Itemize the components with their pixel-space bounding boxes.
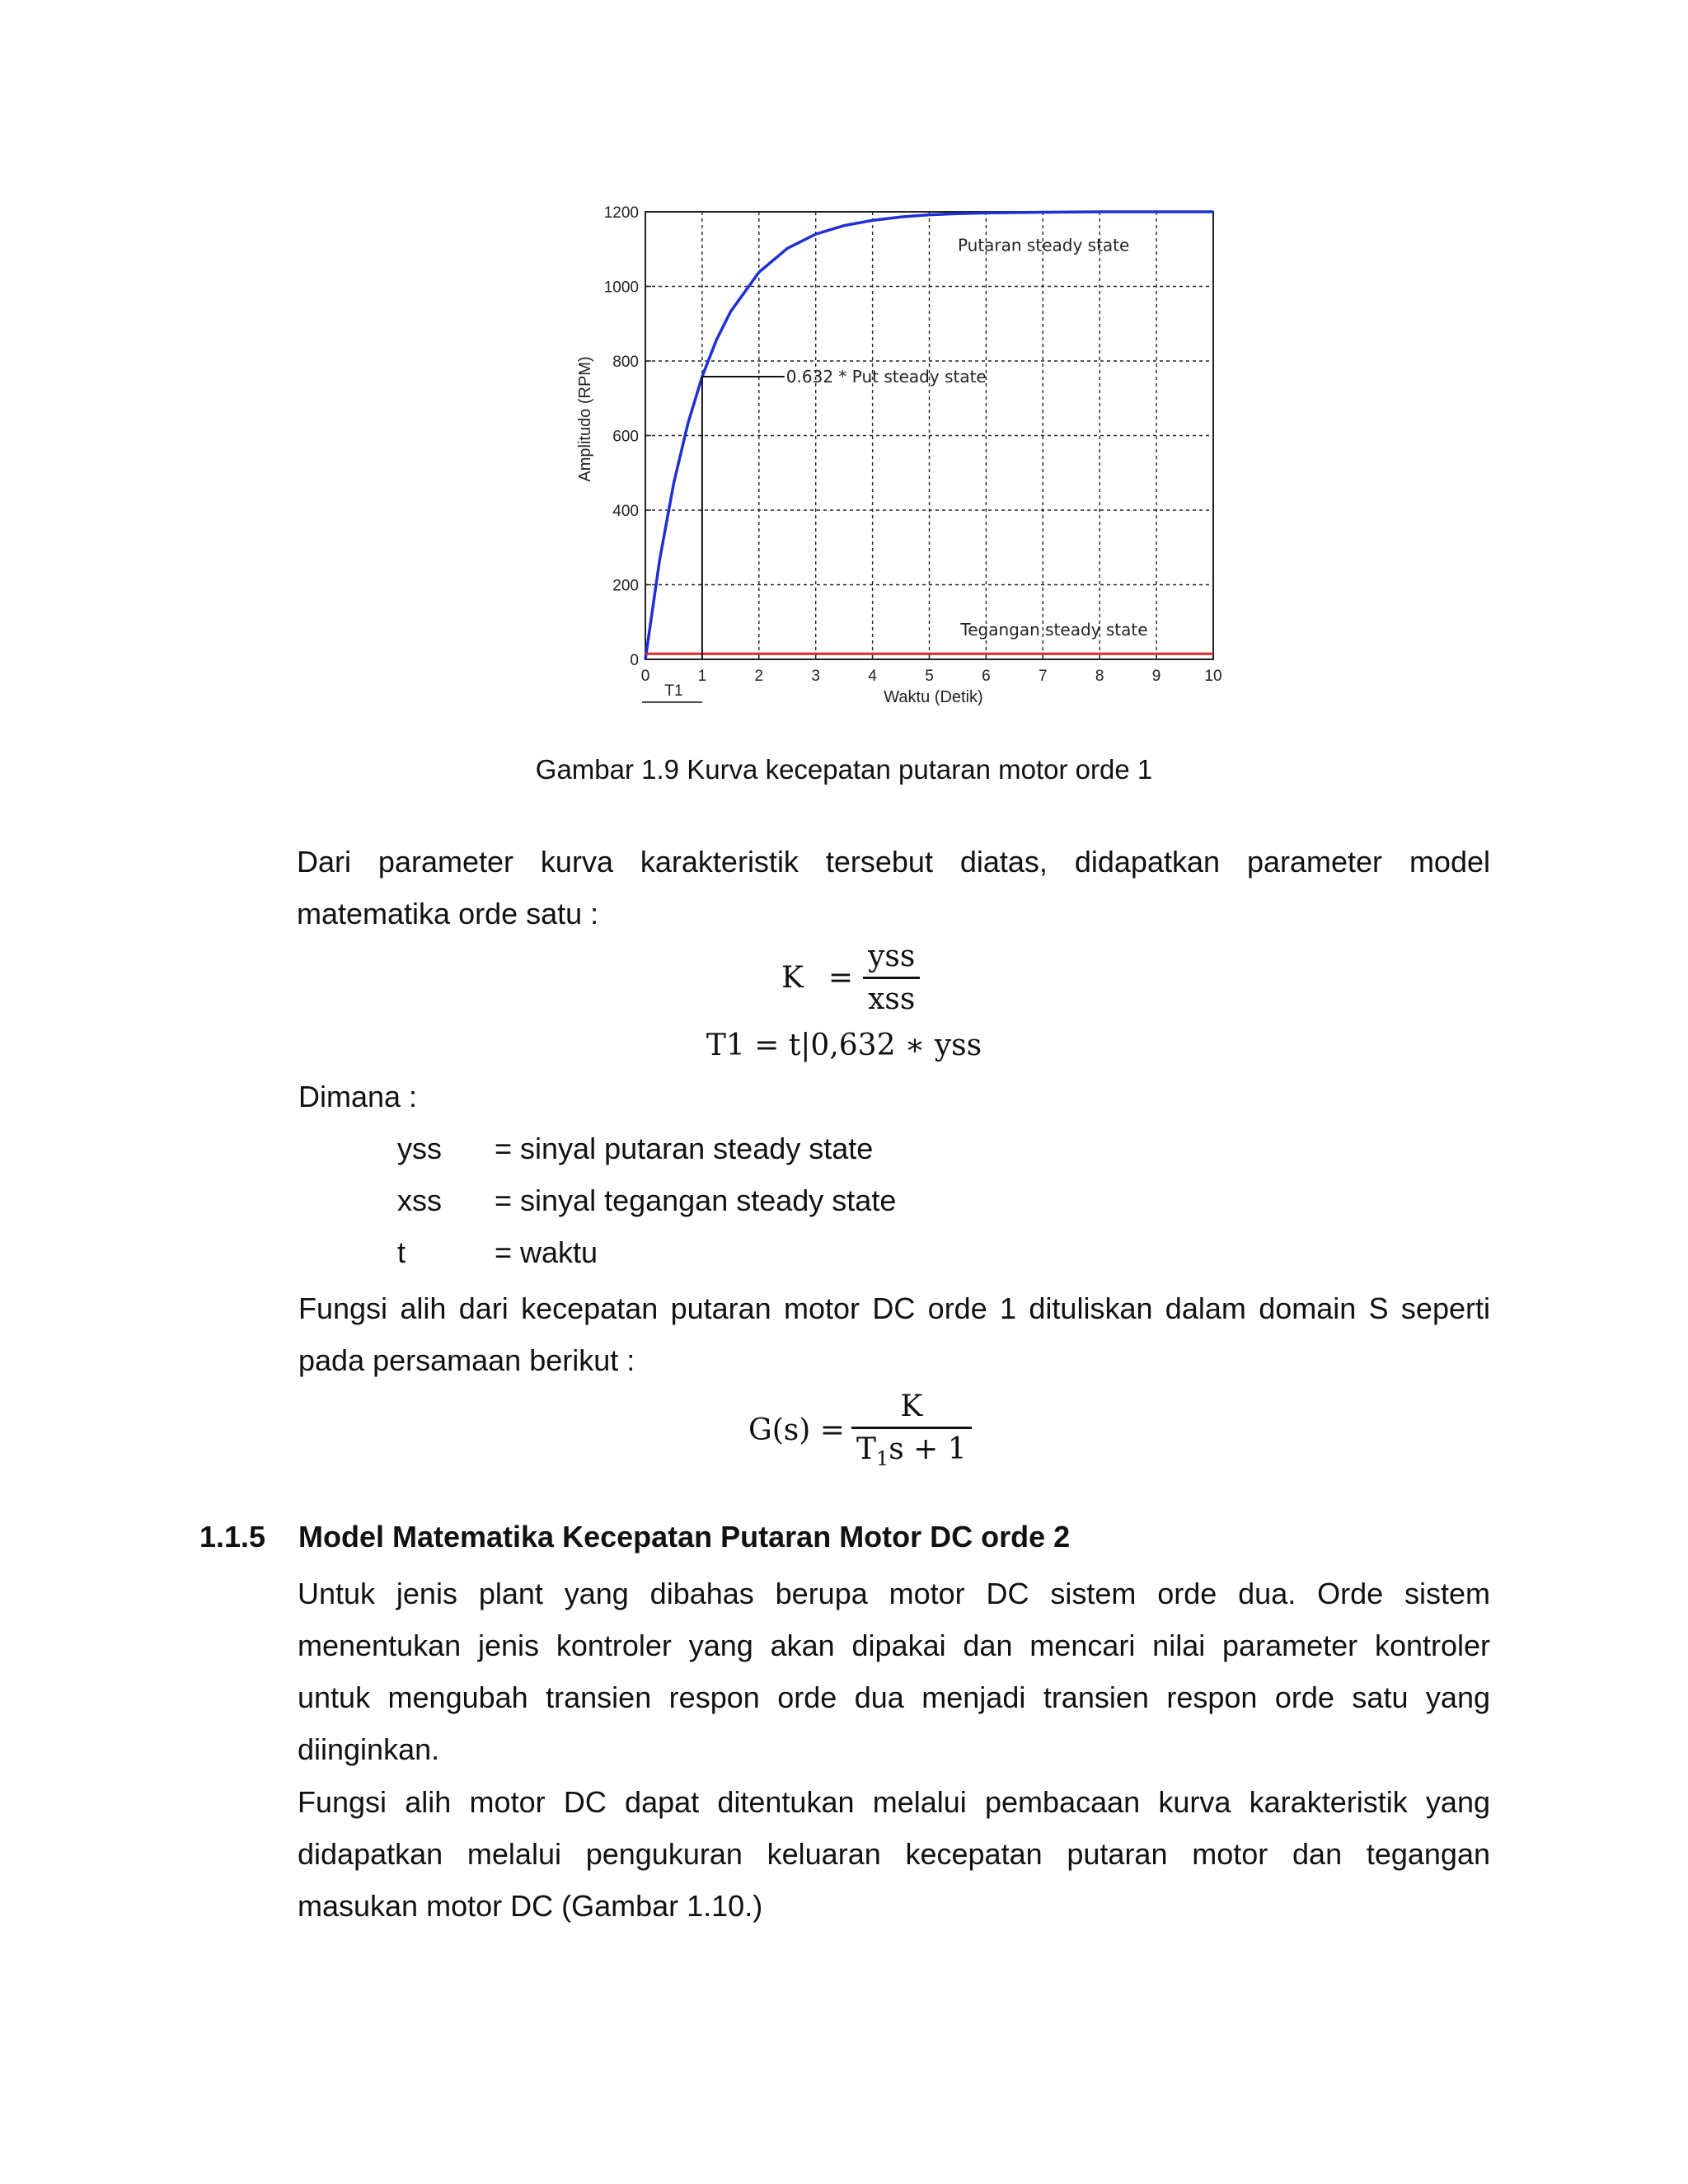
paragraph-line: didapatkan melalui pengukuran keluaran kecepatan putaran motor dan tegangan <box>298 1837 1490 1871</box>
equation-k <box>781 940 920 1016</box>
figure-caption: Gambar 1.9 Kurva kecepatan putaran motor orde 1 <box>535 754 1153 785</box>
paragraph-line: masukan motor DC (Gambar 1.10.) <box>298 1889 763 1923</box>
eq-g-lhs: G(s) = <box>748 1413 845 1447</box>
paragraph-line: pada persamaan berikut : <box>298 1343 635 1377</box>
eq-k-lhs: K <box>781 961 804 995</box>
annotation-steady-rpm: Putaran steady state <box>957 235 1130 255</box>
x-tick-label: 2 <box>754 668 764 685</box>
definition-desc: = sinyal tegangan steady state <box>495 1183 897 1217</box>
definition-desc: = waktu <box>495 1235 598 1269</box>
eq-k-denominator: xss <box>863 977 920 1016</box>
y-tick-label: 200 <box>612 577 639 595</box>
paragraph-line: diinginkan. <box>298 1732 440 1766</box>
definition-term: yss <box>397 1132 442 1165</box>
dimana-label: Dimana : <box>298 1080 418 1113</box>
paragraph-line: Untuk jenis plant yang dibahas berupa motor DC sistem orde dua. Orde sistem <box>298 1577 1490 1610</box>
annotation-steady-voltage: Tegangan steady state <box>960 619 1148 640</box>
eq-g-fraction <box>851 1390 972 1470</box>
y-tick-label: 1200 <box>603 204 639 222</box>
x-tick-label: 9 <box>1151 668 1161 685</box>
y-tick-label: 1000 <box>603 279 639 297</box>
paragraph-line: untuk mengubah transien respon orde dua menjadi transien respon orde satu yang <box>298 1680 1490 1714</box>
definition-desc: = sinyal putaran steady state <box>495 1132 874 1165</box>
eq-g-den-t: T <box>856 1432 876 1466</box>
eq-g-numerator: K <box>900 1390 923 1423</box>
paragraph-line: Fungsi alih motor DC dapat ditentukan melalui pembacaan kurva karakteristik yang <box>298 1785 1490 1819</box>
definition-term: t <box>397 1235 406 1269</box>
eq-k-numerator: yss <box>868 940 916 973</box>
paragraph-transfer-function <box>298 1282 1490 1386</box>
x-axis-label: Waktu (Detik) <box>884 688 983 706</box>
t1-label: T1 <box>664 682 683 700</box>
equation-gs <box>748 1390 972 1470</box>
paragraph-line: Fungsi alih dari kecepatan putaran motor DC orde 1 dituliskan dalam domain S seperti <box>298 1291 1490 1325</box>
definition-row <box>397 1132 442 1166</box>
x-tick-label: 5 <box>925 668 934 685</box>
eq-g-denominator <box>851 1427 972 1470</box>
annotation-point-label: 0.632 * Put steady state <box>785 367 987 387</box>
paragraph-intro <box>297 836 1490 940</box>
y-tick-label: 0 <box>630 652 639 669</box>
chart-grid <box>645 212 1213 659</box>
x-tick-label: 7 <box>1039 668 1048 685</box>
y-tick-label: 600 <box>612 428 639 446</box>
paragraph-line: menentukan jenis kontroler yang akan dipakai dan mencari nilai parameter kontroler <box>298 1629 1490 1662</box>
definition-row <box>397 1235 406 1270</box>
definition-term: xss <box>397 1183 442 1217</box>
section-number: 1.1.5 <box>199 1520 266 1554</box>
definition-row <box>397 1183 442 1218</box>
x-tick-label: 3 <box>811 668 820 685</box>
chart-annotations <box>642 236 1148 702</box>
paragraph-line: Dari parameter kurva karakteristik tersebut diatas, didapatkan parameter model <box>297 845 1490 879</box>
x-tick-label: 4 <box>868 668 877 685</box>
response-chart <box>560 198 1253 717</box>
y-tick-label: 800 <box>612 354 639 371</box>
section-heading <box>199 1520 1071 1554</box>
paragraph-line: matematika orde satu : <box>297 897 599 930</box>
eq-g-den-rest: s + 1 <box>889 1432 967 1466</box>
x-tick-label: 0 <box>640 668 650 685</box>
x-tick-label: 6 <box>982 668 991 685</box>
y-axis-label: Amplitudo (RPM) <box>576 356 594 482</box>
x-tick-label: 10 <box>1204 668 1222 685</box>
paragraph-order-two <box>298 1568 1490 1775</box>
eq-g-den-sub: 1 <box>875 1447 889 1471</box>
section-title: Model Matematika Kecepatan Putaran Motor DC orde 2 <box>298 1520 1071 1554</box>
eq-k-fraction <box>863 940 920 1016</box>
equation-t1: T1 = t|0,632 ∗ yss <box>706 1029 982 1062</box>
x-tick-label: 8 <box>1095 668 1104 685</box>
paragraph-transfer-motor <box>298 1776 1490 1932</box>
eq-k-equals: = <box>828 961 854 995</box>
y-tick-label: 400 <box>612 503 639 520</box>
x-tick-label: 1 <box>697 668 707 685</box>
